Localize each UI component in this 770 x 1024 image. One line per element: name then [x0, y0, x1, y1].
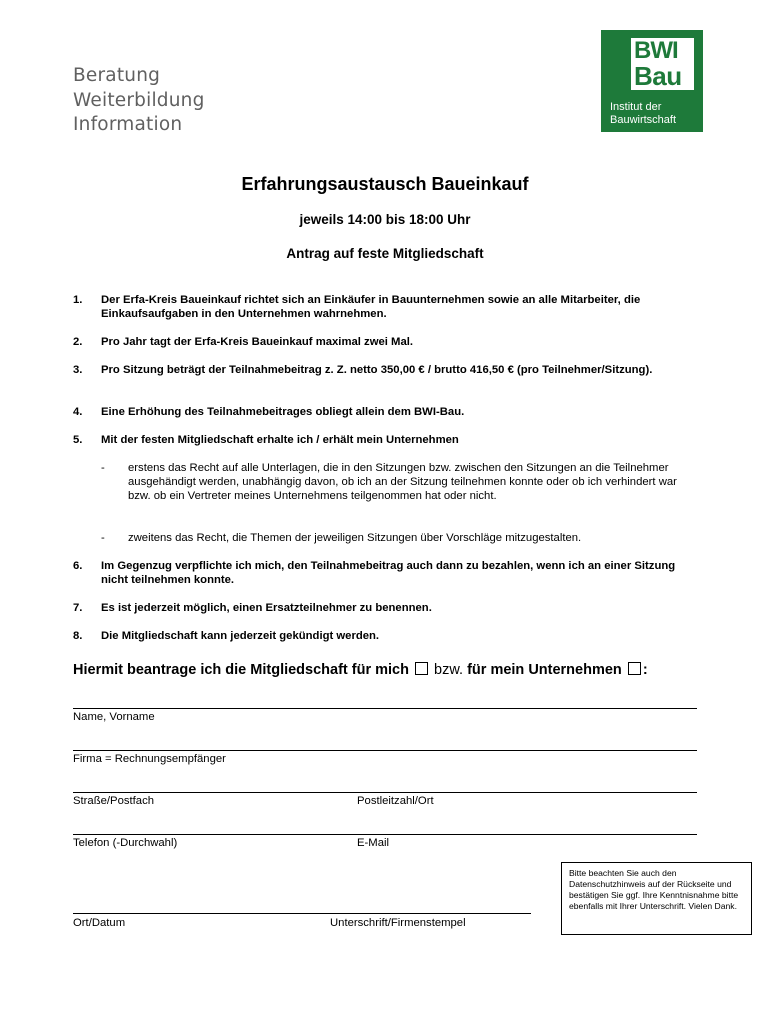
item-number: 2. — [73, 336, 83, 348]
logo-line1: BWI — [634, 37, 678, 64]
item-number: 1. — [73, 294, 83, 306]
item-text: Pro Jahr tagt der Erfa-Kreis Baueinkauf maximal zwei Mal. — [101, 336, 414, 348]
tagline — [73, 64, 205, 138]
application-text: Hiermit beantrage ich die Mitgliedschaft für mich — [73, 662, 409, 678]
name-label: Name, Vorname — [73, 711, 155, 723]
name-field-line[interactable] — [73, 708, 697, 709]
firma-field-line[interactable] — [73, 750, 697, 751]
item-text: Die Mitgliedschaft kann jederzeit gekündigt werden. — [101, 630, 380, 642]
bullet-dash: - — [101, 532, 105, 544]
logo-sub2: Bauwirtschaft — [610, 114, 677, 126]
application-or: bzw. — [434, 662, 464, 678]
tagline-line: Information — [73, 114, 183, 135]
bullet-text: erstens das Recht auf alle Unterlagen, die in den Sitzungen bzw. zwischen den Sitzungen an die Teilnehmer ausgehändigt werden, unabhängig davon, ob ich an der Sitzung teilnehmen konnte oder ob ich verhindert war bzw. ob ein Vertreter meines Unternehmens teilgenommen hat oder nicht. — [128, 462, 677, 502]
item-text: Der Erfa-Kreis Baueinkauf richtet sich an Einkäufer in Bauunternehmen sowie an alle Mitarbeiter, die Einkaufsaufgaben in den Unternehmen wahrnehmen. — [101, 294, 641, 320]
street-label: Straße/Postfach — [73, 795, 154, 807]
postcode-label: Postleitzahl/Ort — [357, 795, 434, 807]
contact-field-line[interactable] — [73, 834, 697, 835]
logo-line2: Bau — [634, 61, 682, 91]
logo-wordmark — [631, 38, 694, 90]
bullet-text: zweitens das Recht, die Themen der jeweiligen Sitzungen über Vorschläge mitzugestalten. — [128, 532, 582, 544]
logo-sub1: Institut der — [610, 101, 662, 113]
item-text: Im Gegenzug verpflichte ich mich, den Teilnahmebeitrag auch dann zu bezahlen, wenn ich an einer Sitzung nicht teilnehmen konnte. — [101, 560, 676, 586]
application-colon: : — [642, 662, 648, 678]
checkbox-company[interactable] — [628, 662, 641, 675]
item-text: Mit der festen Mitgliedschaft erhalte ich / erhält mein Unternehmen — [101, 434, 459, 446]
item-number: 5. — [73, 434, 83, 446]
item-number: 4. — [73, 406, 83, 418]
item-number: 8. — [73, 630, 83, 642]
page-title: Erfahrungsaustausch Baueinkauf — [241, 174, 529, 194]
item-number: 6. — [73, 560, 83, 572]
tagline-line: Beratung — [73, 65, 161, 86]
tagline-line: Weiterbildung — [73, 89, 205, 111]
bullet-dash: - — [101, 462, 105, 474]
email-label: E-Mail — [357, 837, 390, 849]
item-text: Es ist jederzeit möglich, einen Ersatzteilnehmer zu benennen. — [101, 602, 432, 614]
application-text: für mein Unternehmen — [467, 662, 622, 678]
address-field-line[interactable] — [73, 792, 697, 793]
application-statement — [73, 662, 648, 678]
checkbox-personal[interactable] — [415, 662, 428, 675]
firma-label: Firma = Rechnungsempfänger — [73, 753, 226, 765]
time-info: jeweils 14:00 bis 18:00 Uhr — [299, 212, 471, 227]
item-text: Eine Erhöhung des Teilnahmebeitrages obliegt allein dem BWI-Bau. — [101, 406, 465, 418]
bwi-bau-logo — [601, 30, 703, 132]
phone-label: Telefon (-Durchwahl) — [73, 837, 178, 849]
item-number: 3. — [73, 364, 83, 376]
form-subtitle: Antrag auf feste Mitgliedschaft — [286, 246, 484, 261]
signature-label: Unterschrift/Firmenstempel — [330, 917, 466, 929]
place-date-label: Ort/Datum — [73, 917, 126, 929]
item-number: 7. — [73, 602, 83, 614]
signature-field-line[interactable] — [73, 913, 531, 914]
item-text: Pro Sitzung beträgt der Teilnahmebeitrag z. Z. netto 350,00 € / brutto 416,50 € (pro Teilnehmer/Sitzung). — [101, 364, 653, 376]
logo-subtitle — [610, 101, 676, 127]
privacy-notice-box: Bitte beachten Sie auch den Datenschutzhinweis auf der Rückseite und bestätigen Sie ggf. Ihre Kenntnisnahme bitte ebenfalls mit Ihrer Unterschrift. Vielen Dank. — [561, 862, 752, 935]
